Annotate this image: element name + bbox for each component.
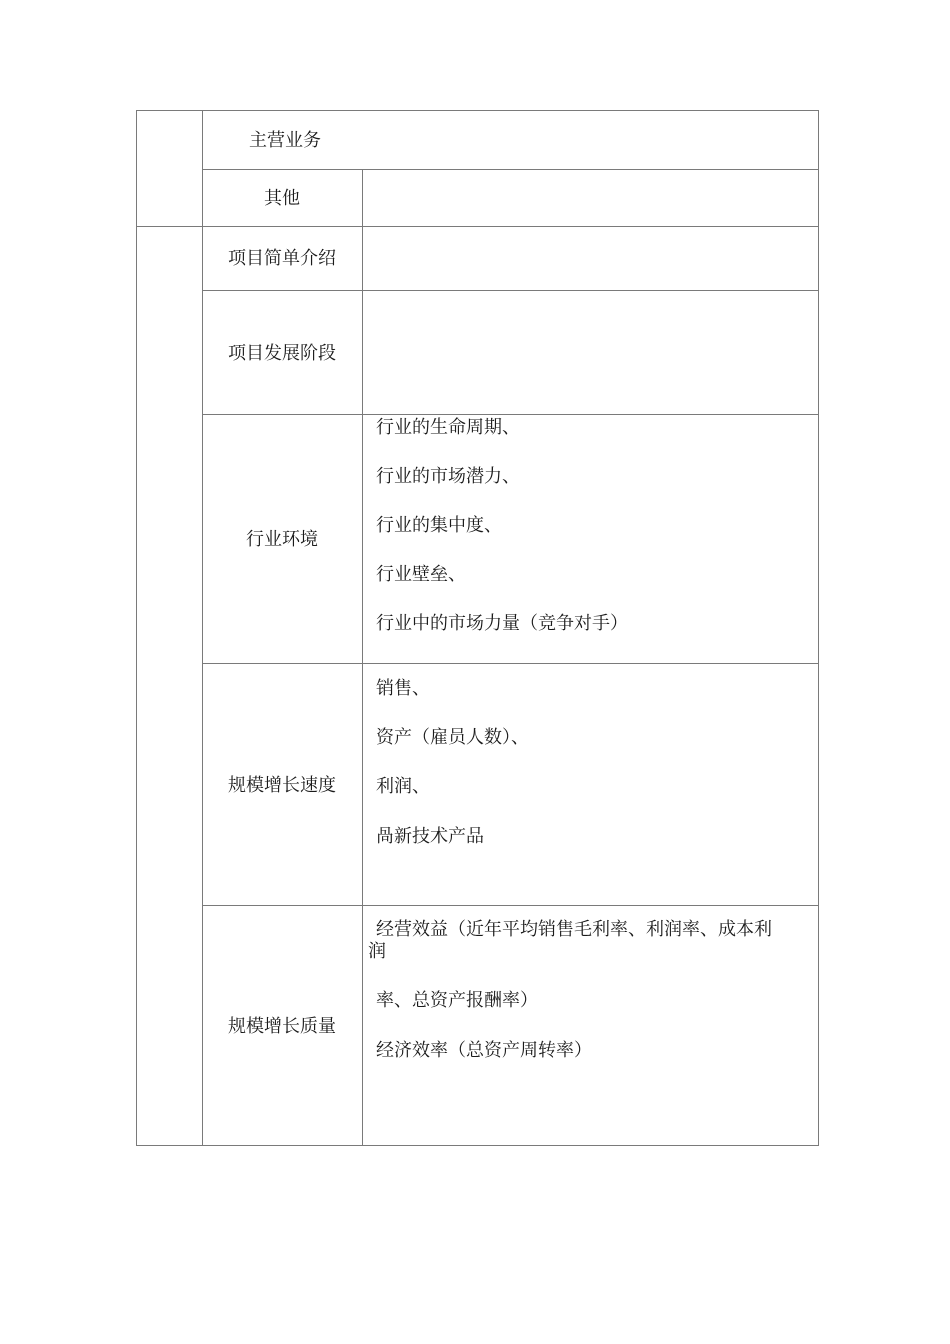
table-border-bottom (136, 1145, 819, 1146)
growth-speed-item-assets: 资产（雇员人数）、 (376, 727, 529, 748)
growth-quality-item-asset-turnover: 经济效率（总资产周转率） (376, 1040, 592, 1061)
row-divider-4 (202, 414, 819, 415)
other-label: 其他 (264, 188, 300, 209)
table-border-right (818, 110, 819, 1146)
row-divider-5 (202, 663, 819, 664)
industry-item-lifecycle: 行业的生命周期、 (376, 417, 520, 438)
growth-quality-item-return-rate: 率、总资产报酬率） (376, 990, 538, 1011)
stage-label: 项目发展阶段 (228, 343, 336, 364)
intro-value-cell[interactable] (363, 227, 818, 290)
growth-quality-label: 规模增长质量 (228, 1016, 336, 1037)
growth-speed-item-sales: 销售、 (376, 678, 430, 699)
growth-speed-item-hightech: 咼新技术产品 (376, 826, 484, 847)
growth-speed-label: 规模增长速度 (228, 775, 336, 796)
industry-item-concentration: 行业的集中度、 (376, 515, 502, 536)
other-value-cell[interactable] (363, 170, 818, 226)
growth-quality-item-efficiency-line1: 经营效益（近年平均销售毛利率、利润率、成本利 (376, 919, 772, 940)
industry-item-market-force: 行业中的市场力量（竞争对手） (376, 613, 628, 634)
project-evaluation-table (136, 110, 819, 1146)
row-divider-6 (202, 905, 819, 906)
table-border-top (136, 110, 819, 111)
industry-item-market-potential: 行业的市场潜力、 (376, 466, 520, 487)
industry-label: 行业环境 (246, 529, 318, 550)
main-business-label: 主营业务 (249, 130, 321, 151)
growth-speed-item-profit: 利润、 (376, 776, 430, 797)
intro-label: 项目简单介绍 (228, 248, 336, 269)
industry-item-barriers: 行业壁垒、 (376, 564, 466, 585)
growth-quality-item-efficiency-line2: 润 (368, 941, 386, 962)
stage-value-cell[interactable] (363, 291, 818, 414)
table-border-left (136, 110, 137, 1146)
